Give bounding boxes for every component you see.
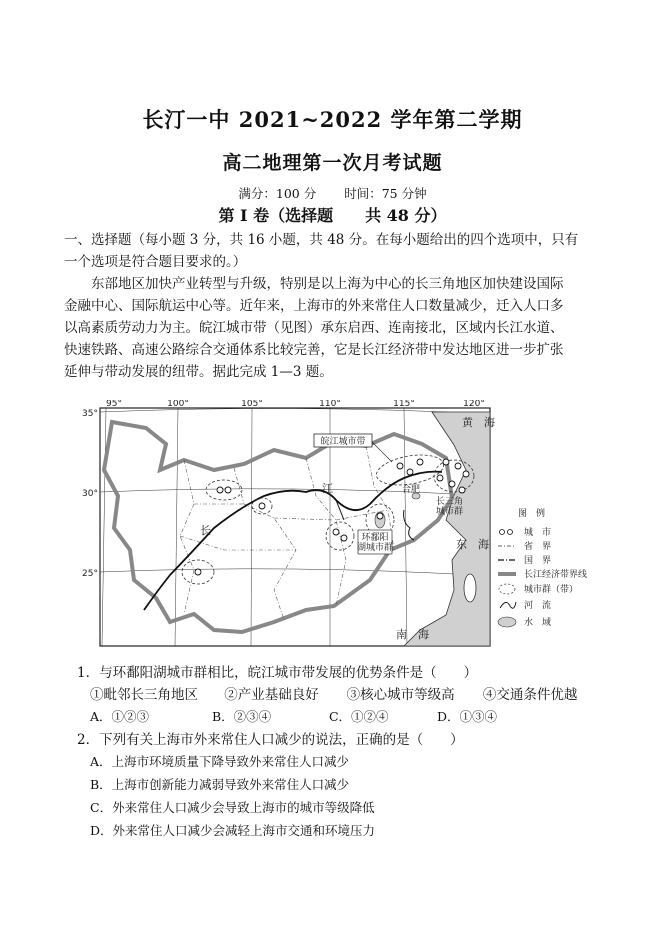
statement: ①毗邻长三角地区 xyxy=(90,687,198,703)
passage-line: 快速铁路、高速公路综合交通体系比较完善，它是长江经济带中发达地区进一步扩张 xyxy=(64,342,564,358)
passage-line: 延伸与带动发展的纽带。据此完成 1—3 题。 xyxy=(64,364,333,380)
exam-time: 时间：75 分钟 xyxy=(344,186,427,201)
poyang-label: 湖城市群 xyxy=(356,543,394,553)
lon-label: 110° xyxy=(319,400,341,409)
yrd-label: 城市群 xyxy=(436,507,464,517)
wanjiang-label: 皖江城市带 xyxy=(320,437,366,447)
lon-label: 105° xyxy=(241,400,263,409)
exam-meta xyxy=(0,184,665,202)
yangtze-region-map xyxy=(74,400,602,650)
poyang-label: 环鄱阳 xyxy=(361,533,389,543)
legend-item: 河 流 xyxy=(524,601,552,611)
option-c[interactable]: C．①②④ xyxy=(328,709,389,724)
question-1-statements xyxy=(90,683,577,703)
statement: ③核心城市等级高 xyxy=(346,687,455,703)
option-d[interactable]: D．外来常住人口减少会减轻上海市交通和环境压力 xyxy=(90,823,376,838)
option-b[interactable]: B．②③④ xyxy=(211,709,272,724)
lon-label: 100° xyxy=(167,400,189,409)
instructions xyxy=(64,229,606,273)
yellow-sea-label: 黄 海 xyxy=(462,416,495,429)
passage-line: 东部地区加快产业转型与升级，特别是以上海为中心的长三角地区加快建设国际 xyxy=(91,276,564,292)
passage-line: 金融中心、国际航运中心等。近年来，上海市的外来常住人口数量减少，迁入人口多 xyxy=(64,298,564,314)
legend-item: 国 界 xyxy=(524,556,552,566)
legend-item: 长江经济带界线 xyxy=(524,570,588,580)
question-1-stem: 1．与环鄱阳湖城市群相比，皖江城市带发展的优势条件是（ ） xyxy=(77,665,478,681)
jiang-label: 江 xyxy=(322,482,333,495)
instructions-line: 一个选项是符合题目要求的。） xyxy=(64,254,247,270)
lat-label: 25° xyxy=(82,569,98,579)
question-1-options xyxy=(90,707,497,725)
option-a[interactable]: A．①②③ xyxy=(90,709,150,724)
legend-item: 省 界 xyxy=(524,542,552,552)
legend-item: 水 域 xyxy=(524,618,552,628)
option-d[interactable]: D．①③④ xyxy=(436,709,497,724)
statement: ④交通条件优越 xyxy=(482,687,578,703)
legend-title: 图 例 xyxy=(518,509,546,519)
legend-item: 城市群（带） xyxy=(524,585,579,595)
map-legend xyxy=(498,507,587,628)
instructions-line: 一、选择题（每小题 3 分，共 16 小题，共 48 分。在每小题给出的四个选项中，只有 xyxy=(64,232,579,248)
lat-label: 30° xyxy=(82,489,98,499)
lat-label: 35° xyxy=(82,409,98,419)
yrd-label: 长三角 xyxy=(436,497,464,507)
option-c[interactable]: C．外来常住人口减少会导致上海市的城市等级降低 xyxy=(90,800,375,815)
lon-label: 120° xyxy=(463,400,485,409)
option-b[interactable]: B．上海市创新能力减弱导致外来常住人口减少 xyxy=(90,777,350,792)
passage-line: 以高素质劳动力为主。皖江城市带（见图）承东启西、连南接北，区域内长江水道、 xyxy=(64,320,564,336)
east-sea-label: 东 海 xyxy=(456,538,489,551)
lon-label: 95° xyxy=(106,400,122,409)
section-heading: 第 I 卷（选择题 共 48 分） xyxy=(218,206,447,225)
exam-subtitle: 高二地理第一次月考试题 xyxy=(222,152,443,174)
passage xyxy=(64,273,606,383)
exam-title: 长汀一中 2021~2022 学年第二学期 xyxy=(142,107,523,132)
full-score: 满分：100 分 xyxy=(238,186,317,201)
option-a[interactable]: A．上海市环境质量下降导致外来常住人口减少 xyxy=(90,754,350,769)
legend-item: 城 市 xyxy=(524,528,552,538)
hefei-label: 合肥 xyxy=(402,485,421,495)
chang-label: 长 xyxy=(200,524,211,537)
question-2-stem: 2．下列有关上海市外来常住人口减少的说法，正确的是（ ） xyxy=(77,732,464,748)
lon-label: 115° xyxy=(393,400,415,409)
south-sea-label: 南 海 xyxy=(396,628,429,641)
statement: ②产业基础良好 xyxy=(224,687,319,703)
